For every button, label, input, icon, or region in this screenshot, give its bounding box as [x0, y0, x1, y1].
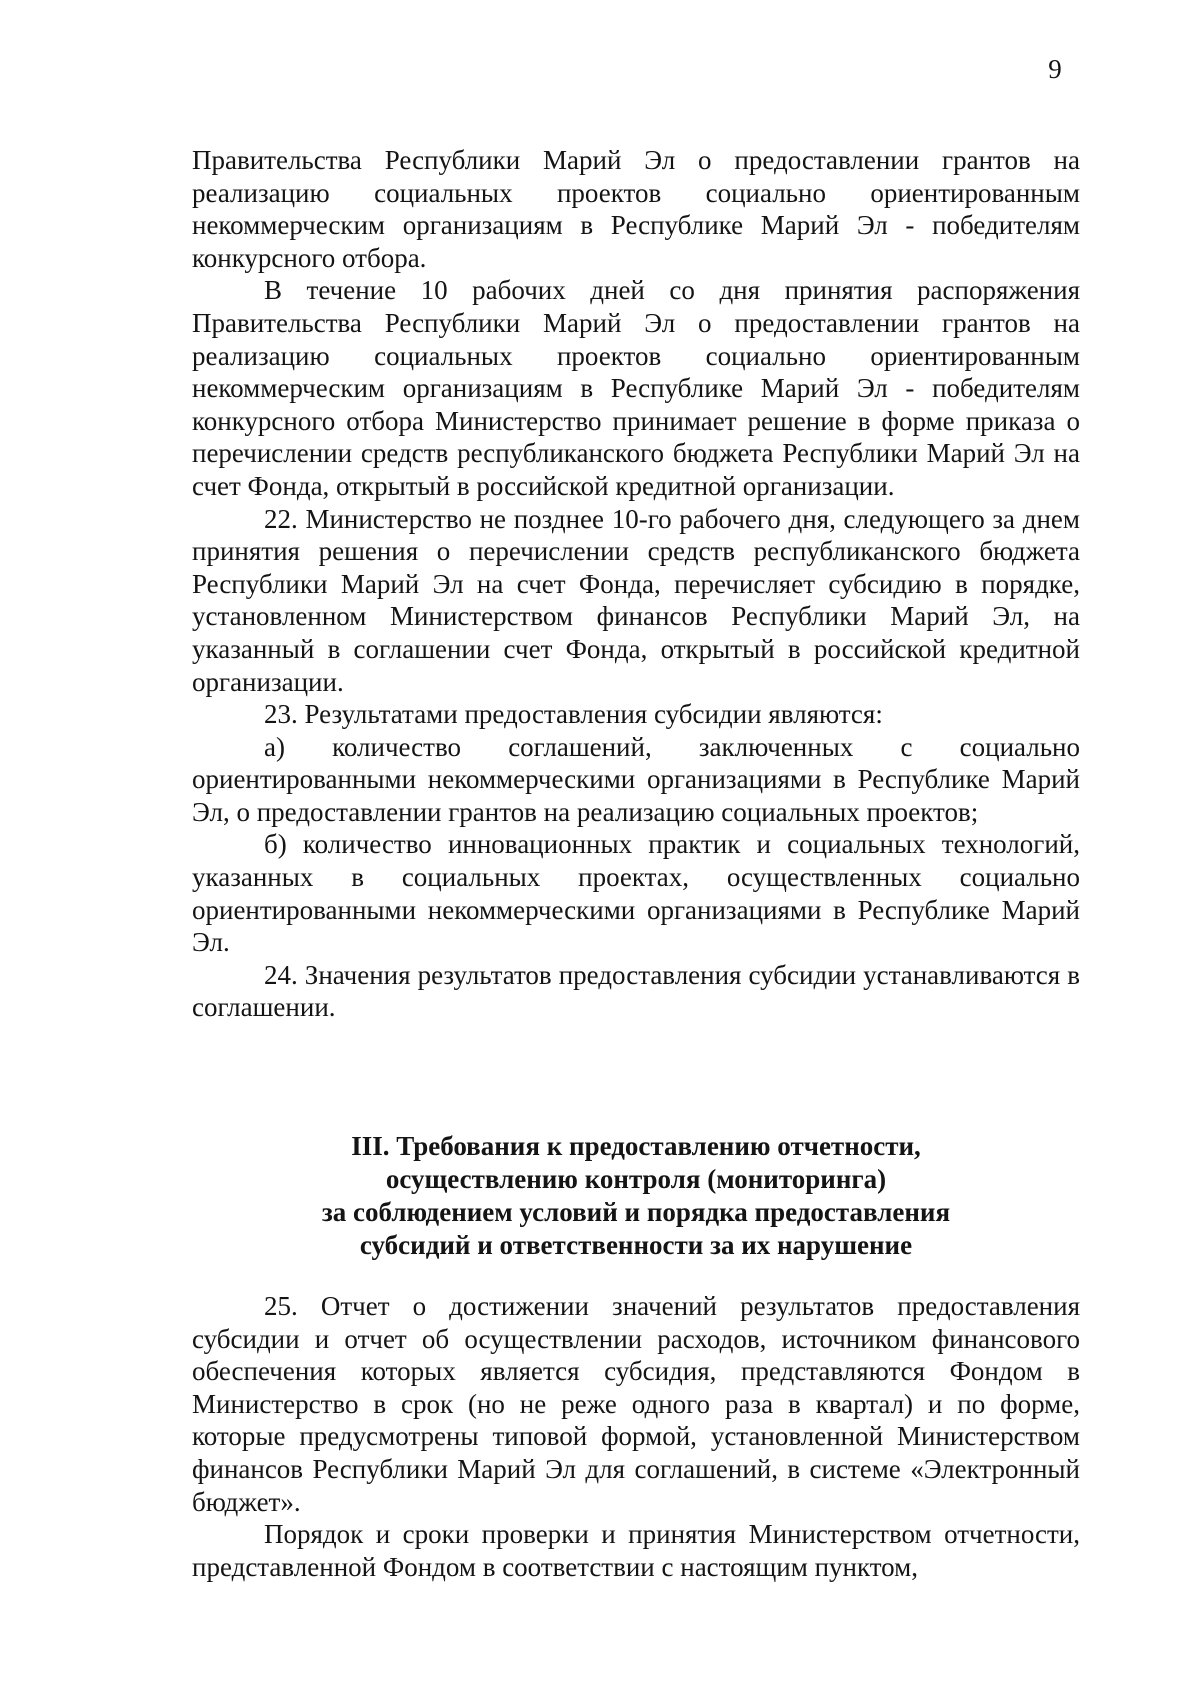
- paragraph: Порядок и сроки проверки и принятия Министерством отчетности, представленной Фондом в соответствии с настоящим пунктом,: [192, 1519, 1080, 1582]
- paragraph-item-24: 24. Значения результатов предоставления субсидии устанавливаются в соглашении.: [192, 959, 1080, 1023]
- body-text-bottom: [192, 1290, 1080, 1583]
- section-heading-line: субсидий и ответственности за их нарушение: [359, 1230, 913, 1260]
- body-text-top: [192, 144, 1080, 1024]
- paragraph-item-23a: а) количество соглашений, заключенных с социально ориентированными некоммерческими организациями в Республике Марий Эл, о предоставлении грантов на реализацию социальных проектов;: [192, 731, 1080, 827]
- section-heading-line: за соблюдением условий и порядка предоставления: [321, 1197, 951, 1227]
- paragraph-item-23b: б) количество инновационных практик и социальных технологий, указанных в социальных проектах, осуществленных социально ориентированными некоммерческими организациями в Республике Марий Эл.: [192, 829, 1080, 958]
- section-heading: [192, 1130, 1080, 1262]
- paragraph: Правительства Республики Марий Эл о предоставлении грантов на реализацию социальных проектов социально ориентированным некоммерческим организациям в Республике Марий Эл - победителям конкурсного отбора.: [192, 145, 1080, 273]
- section-heading-line: осуществлению контроля (мониторинга): [385, 1164, 887, 1194]
- paragraph: В течение 10 рабочих дней со дня принятия распоряжения Правительства Республики Марий Эл о предоставлении грантов на реализацию социальных проектов социально ориентированным некоммерческим организациям в Республике Марий Эл - победителям конкурсного отбора Министерство принимает решение в форме приказа о перечислении средств республиканского бюджета Республики Марий Эл на счет Фонда, открытый в российской кредитной организации.: [192, 275, 1080, 501]
- paragraph-item-23: 23. Результатами предоставления субсидии являются:: [264, 699, 883, 730]
- paragraph-item-25: 25. Отчет о достижении значений результатов предоставления субсидии и отчет об осуществлении расходов, источником финансового обеспечения которых является субсидия, представляются Фондом в Министерство в срок (но не реже одного раза в квартал) и по форме, которые предусмотрены типовой формой, установленной Министерством финансов Республики Марий Эл для соглашений, в системе «Электронный бюджет».: [192, 1291, 1080, 1517]
- page-number: 9: [1048, 54, 1062, 84]
- section-heading-line: III. Требования к предоставлению отчетности,: [351, 1131, 921, 1161]
- paragraph-item-22: 22. Министерство не позднее 10-го рабочего дня, следующего за днем принятия решения о перечислении средств республиканского бюджета Республики Марий Эл на счет Фонда, перечисляет субсидию в порядке, установленном Министерством финансов Республики Марий Эл, на указанный в соглашении счет Фонда, открытый в российской кредитной организации.: [192, 503, 1080, 697]
